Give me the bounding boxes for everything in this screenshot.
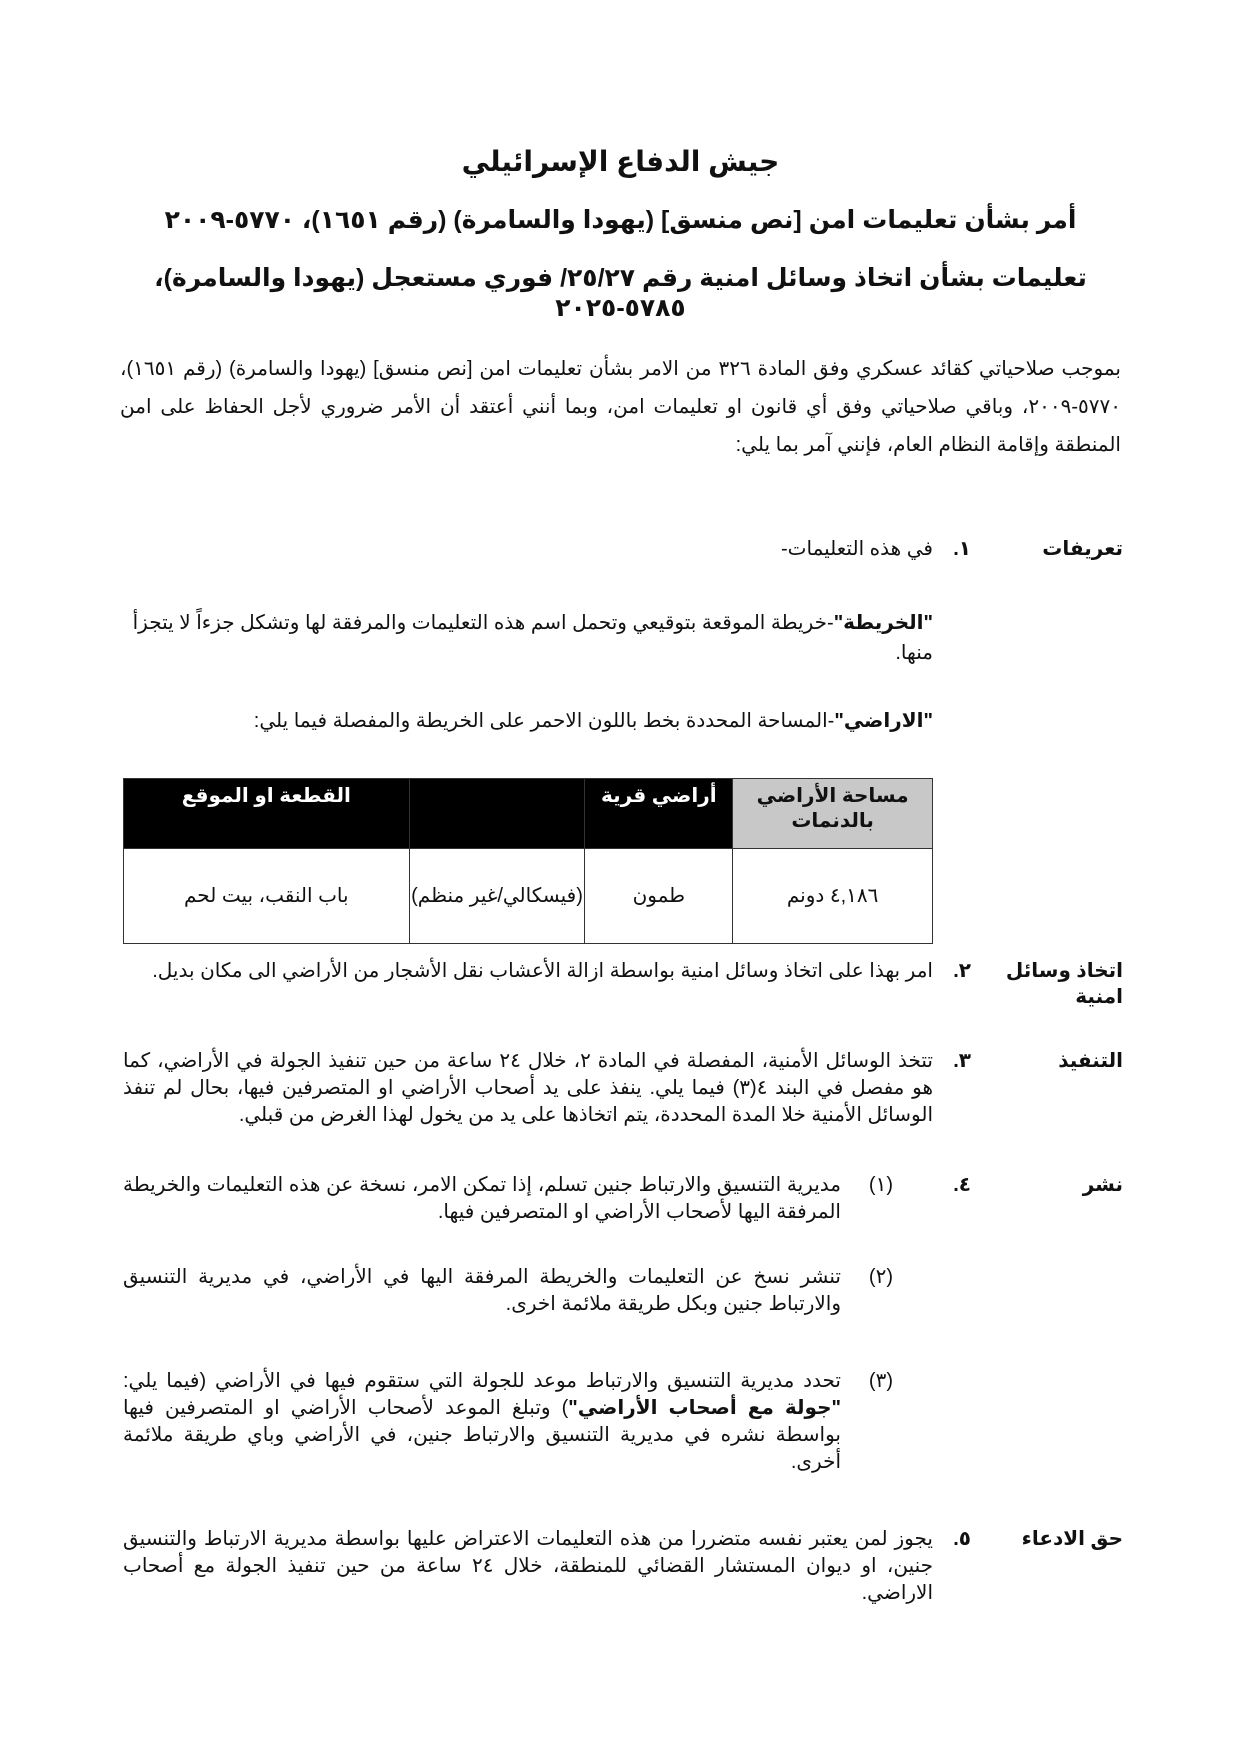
section-3-number: ٣.: [953, 1050, 971, 1072]
issuer-title: جيش الدفاع الإسرائيلي: [461, 146, 780, 177]
section-5-title: حق الادعاء: [1021, 1528, 1123, 1550]
section-3-body: تتخذ الوسائل الأمنية، المفصلة في المادة ٢، خلال ٢٤ ساعة من حين تنفيذ الجولة في الأراضي، كما هو مفصل في البند ٤(٣) فيما يلي. ينفذ على يد أصحاب الأراضي او المتصرفين فيها، بحال لم تنفذ الوسائل الأمنية خلا المدة المحددة، يتم اتخاذها على يد من يخول لهذا الغرض من قبلي.: [123, 1050, 933, 1126]
section-2-body: امر بهذا على اتخاذ وسائل امنية بواسطة ازالة الأعشاب نقل الأشجار من الأراضي الى مكان بديل.: [152, 960, 933, 982]
section-4-item-1-number: (١): [868, 1174, 893, 1196]
preamble-paragraph: بموجب صلاحياتي كقائد عسكري وفق المادة ٣٢٦ من الامر بشأن تعليمات امن [نص منسق] (يهودا والسامرة) (رقم ١٦٥١)، ٥٧٧٠-٢٠٠٩، وباقي صلاحياتي وفق أي قانون او تعليمات امن، وبما أنني أعتقد أن الأمر ضروري لأجل الحفاظ على امن المنطقة وإقامة النظام العام، فإنني آمر بما يلي:: [120, 358, 1122, 456]
header-blank: [409, 779, 585, 849]
cell-area: ٤,١٨٦ دونم: [733, 849, 933, 944]
cell-plot: باب النقب، بيت لحم: [124, 849, 410, 944]
cell-village: طمون: [585, 849, 733, 944]
section-4-item-2-text: تنشر نسخ عن التعليمات والخريطة المرفقة اليها في الأراضي، في مديرية التنسيق والارتباط جنين وبكل طريقة ملائمة اخرى.: [123, 1266, 841, 1315]
header-plot: القطعة او الموقع: [124, 779, 410, 849]
cell-status: (فيسكالي/غير منظم): [409, 849, 585, 944]
section-2-number: ٢.: [953, 960, 971, 982]
section-4-item-2-number: (٢): [868, 1266, 893, 1288]
section-1-body: في هذه التعليمات-: [780, 538, 933, 560]
section-5-body: يجوز لمن يعتبر نفسه متضررا من هذه التعليمات الاعتراض عليها بواسطة مديرية الارتباط والتنسيق جنين، او ديوان المستشار القضائي للمنطقة، خلال ٢٤ ساعة من حين تنفيذ الجولة مع أصحاب الاراضي.: [123, 1528, 933, 1604]
definition-map-text: -خريطة الموقعة بتوقيعي وتحمل اسم هذه التعليمات والمرفقة لها وتشكل جزءاً لا يتجزأ منها.: [132, 612, 933, 664]
section-4-item-1-text: مديرية التنسيق والارتباط جنين تسلم، إذا تمكن الامر، نسخة عن هذه التعليمات والخريطة المرفقة اليها لأصحاب الأراضي او المتصرفين فيها.: [123, 1174, 841, 1223]
section-3-title: التنفيذ: [1058, 1050, 1123, 1072]
section-4-title: نشر: [1082, 1174, 1123, 1196]
section-4-item-3-text-a: تحدد مديرية التنسيق والارتباط موعد للجولة التي ستقوم فيها في الأراضي (فيما يلي:: [123, 1370, 841, 1392]
section-2-title: اتخاذ وسائل امنية: [1005, 960, 1123, 1008]
land-table: [123, 778, 933, 944]
section-4-item-3-text: [123, 1368, 841, 1476]
land-table-row: [124, 849, 933, 944]
section-1-number: ١.: [953, 538, 971, 560]
definition-land-term: "الاراضي": [834, 710, 933, 732]
section-4-item-3-text-b: ) وتبلغ الموعد لأصحاب الأراضي او المتصرفين فيها بواسطة نشره في مديرية التنسيق والارتباط جنين، في الأراضي وباي طريقة ملائمة أخرى.: [123, 1397, 841, 1473]
land-table-header-row: [124, 779, 933, 849]
section-5-number: ٥.: [953, 1528, 971, 1550]
instructions-title: تعليمات بشأن اتخاذ وسائل امنية رقم ٢٥/٢٧/ فوري مستعجل (يهودا والسامرة)، ٥٧٨٥-٢٠٢٥: [154, 264, 1087, 322]
definition-land-text: -المساحة المحددة بخط باللون الاحمر على الخريطة والمفصلة فيما يلي:: [253, 710, 835, 732]
section-4-item-3-number: (٣): [868, 1370, 893, 1392]
header-area: مساحة الأراضي بالدنمات: [733, 779, 933, 849]
definition-land: [123, 706, 933, 736]
header-village: أراضي قرية: [585, 779, 733, 849]
section-4-item-3-term: "جولة مع أصحاب الأراضي": [568, 1397, 841, 1419]
order-title: أمر بشأن تعليمات امن [نص منسق] (يهودا والسامرة) (رقم ١٦٥١)، ٥٧٧٠-٢٠٠٩: [164, 206, 1077, 234]
definition-map-term: "الخريطة": [833, 612, 933, 634]
definition-map: [123, 608, 933, 668]
section-1-title: تعريفات: [1042, 538, 1123, 560]
section-4-number: ٤.: [953, 1174, 971, 1196]
